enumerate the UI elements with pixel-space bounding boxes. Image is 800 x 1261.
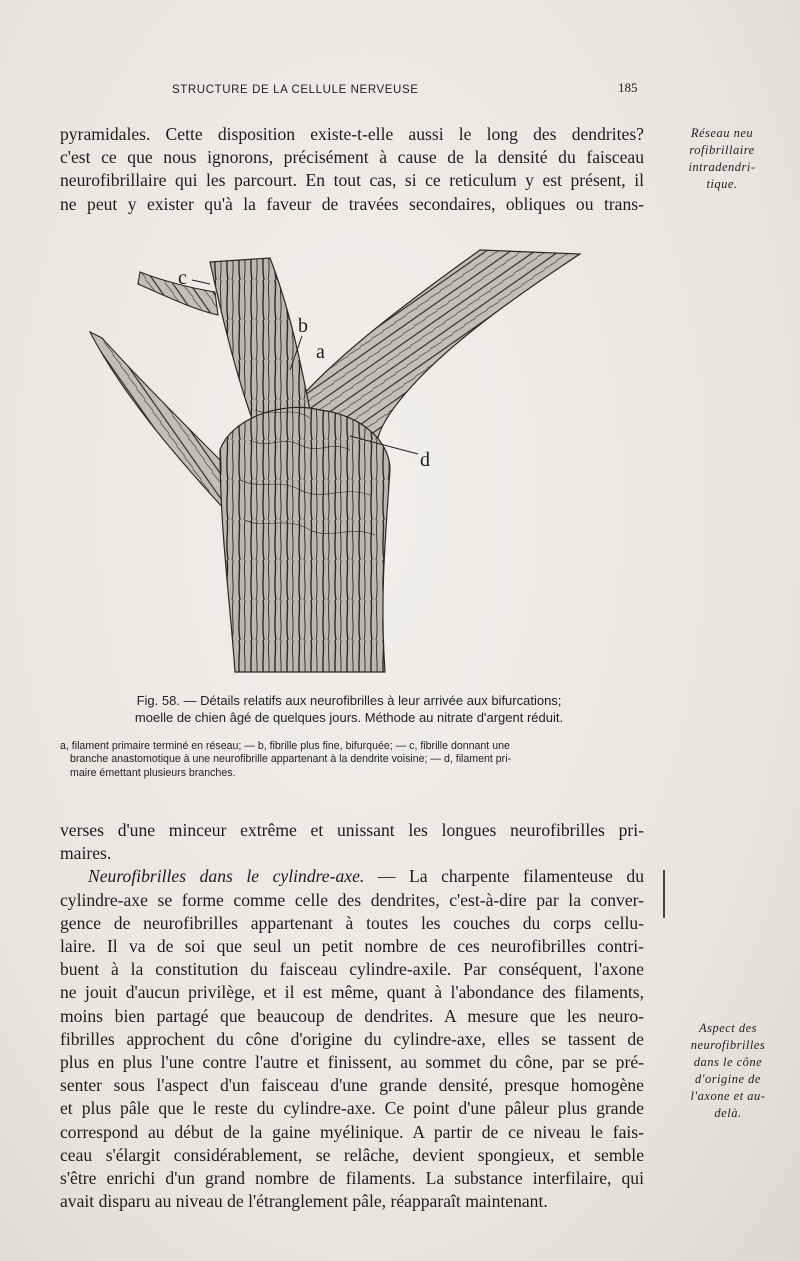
text-line: avait disparu au niveau de l'étranglement pâle, réapparaît maintenant.	[60, 1191, 548, 1212]
margin-note-line: d'origine de	[695, 1072, 761, 1086]
paragraph-bottom	[60, 819, 644, 1213]
label-d: d	[420, 449, 430, 471]
caption-line: Fig. 58. — Détails relatifs aux neurofibrilles à leur arrivée aux bifurcations;	[136, 693, 562, 708]
text-line: neurofibrillaire qui les parcourt. En tout cas, si ce reticulum y est présent, il	[60, 170, 644, 191]
figure-caption	[54, 692, 644, 726]
text-line: ne jouit d'aucun privilège, et il est même, quant à l'abondance des filaments,	[60, 982, 644, 1003]
text-line: pyramidales. Cette disposition existe-t-elle aussi le long des dendrites?	[60, 124, 644, 144]
text-line: fibrilles approchent du cône d'origine du cylindre-axe, elles se tassent de	[60, 1028, 644, 1049]
text-line: verses d'une minceur extrême et unissant les longues neurofibrilles pri-	[60, 820, 644, 840]
legend-line: a, filament primaire terminé en réseau; — b, fibrille plus fine, bifurquée; — c, fibrille donnant une	[60, 740, 510, 752]
margin-note-line: delà.	[714, 1106, 742, 1120]
section-heading: Neurofibrilles dans le cylindre-axe.	[88, 866, 365, 887]
text-line: buent à la constitution du faisceau cylindre-axile. Par conséquent, l'axone	[60, 959, 644, 980]
margin-note-line: dans le cône	[693, 1055, 763, 1069]
text-line: gence de neurofibrilles appartenant à toutes les couches du corps cellu-	[60, 912, 644, 933]
text-line	[60, 865, 644, 888]
label-c: c	[178, 267, 187, 289]
text-line: s'être enrichi d'un grand nombre de filaments. La substance interfilaire, qui	[60, 1168, 644, 1189]
neurofibril-illustration	[80, 240, 600, 680]
margin-note-reseau	[662, 125, 782, 193]
margin-note-line: rofibrillaire	[689, 143, 755, 157]
dendrite-branch-left	[90, 332, 240, 510]
figure-legend	[60, 740, 648, 780]
text-line: plus en plus l'une contre l'autre et finissent, au sommet du cône, par se pré-	[60, 1052, 644, 1073]
paragraph-top	[60, 123, 644, 216]
text-line: laire. Il va de soi que seul un petit nombre de ces neurofibrilles contri-	[60, 936, 644, 957]
text-fragment: — La charpente filamenteuse du	[364, 866, 644, 887]
margin-note-line: neurofibrilles	[690, 1038, 766, 1052]
text-line: et plus pâle que le reste du cylindre-axe. Ce point d'une pâleur plus grande	[60, 1098, 644, 1119]
text-line: senter sous l'aspect d'un faisceau d'une grande densité, presque homogène	[60, 1075, 644, 1096]
page-number: 185	[618, 80, 638, 95]
caption-line: moelle de chien âgé de quelques jours. Méthode au nitrate d'argent réduit.	[134, 710, 564, 725]
text-line: maires.	[60, 843, 112, 864]
margin-note-line: Aspect des	[698, 1021, 758, 1035]
margin-note-line: tique.	[706, 177, 738, 191]
text-line: cylindre-axe se forme comme celle des dendrites, c'est-à-dire par la conver-	[60, 889, 644, 910]
margin-mark	[663, 870, 665, 918]
margin-note-line: l'axone et au-	[690, 1089, 766, 1103]
legend-line: maire émettant plusieurs branches.	[70, 766, 236, 779]
legend-line: branche anastomotique à une neurofibrille appartenant à la dendrite voisine; — d, filament pri-	[70, 753, 512, 766]
text-line: correspond au début de la gaine myélinique. A partir de ce niveau le fais-	[60, 1121, 644, 1142]
running-title: STRUCTURE DE LA CELLULE NERVEUSE	[172, 84, 419, 96]
text-line: c'est ce que nous ignorons, précisément à cause de la densité du faisceau	[60, 147, 644, 168]
margin-note-aspect	[668, 1020, 788, 1122]
margin-note-line: intradendri-	[688, 160, 756, 174]
label-b: b	[298, 315, 308, 337]
text-line: ne peut y exister qu'à la faveur de travées secondaires, obliques ou trans-	[60, 193, 644, 214]
margin-note-line: Réseau neu	[690, 126, 754, 140]
text-line: moins bien partagé que beaucoup de dendrites. A mesure que les neuro-	[60, 1005, 644, 1026]
text-line: ceau s'élargit considérablement, se relâche, devient spongieux, et semble	[60, 1144, 644, 1165]
label-a: a	[316, 341, 325, 363]
